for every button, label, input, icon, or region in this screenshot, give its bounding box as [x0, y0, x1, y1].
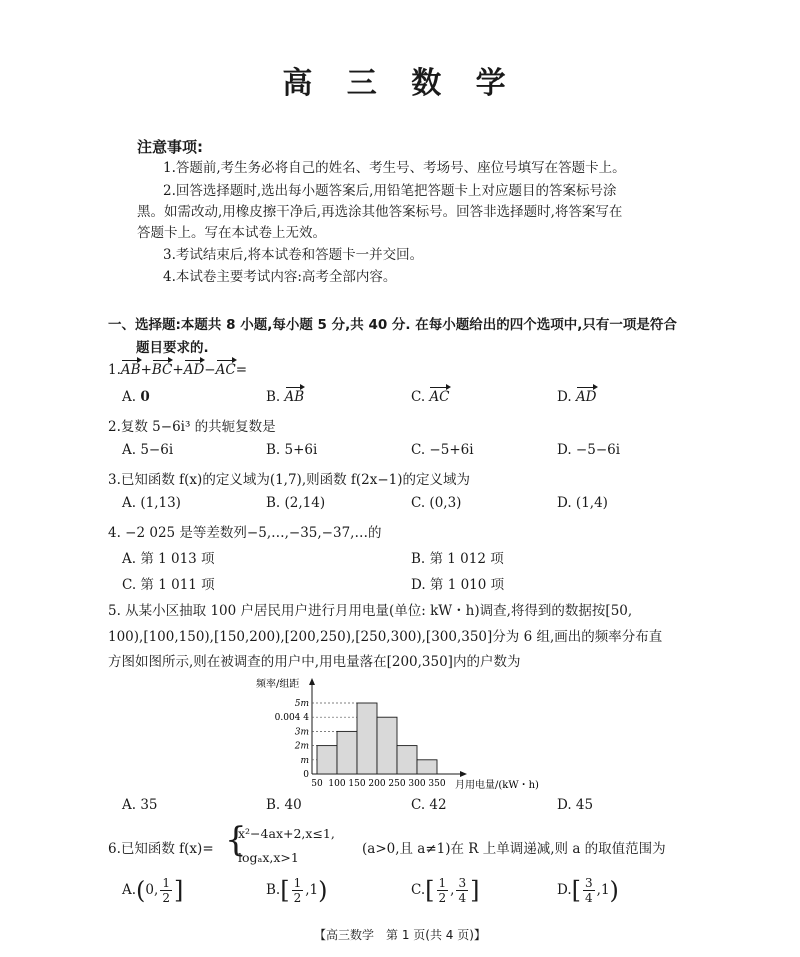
denominator: 2 [438, 891, 447, 905]
histogram-bar [337, 731, 357, 774]
question-2-option-a: A. 5−6i [122, 442, 174, 458]
denominator: 4 [458, 891, 467, 905]
histogram-ylabel: 频率/组距 [256, 679, 300, 690]
histogram-bar [417, 760, 437, 774]
bracket: ) [609, 876, 619, 905]
question-5-option-c: C. 42 [411, 797, 447, 813]
question-3-option-a: A. (1,13) [122, 495, 181, 511]
question-1-option-b [266, 389, 304, 405]
option-label: D. [557, 389, 576, 405]
question-5-line-2: 100),[100,150),[150,200),[200,250),[250,300),[300,350]分为 6 组,画出的频率分布直 [108, 629, 663, 645]
y-axis-arrow-icon [309, 678, 315, 685]
y-tick-label: 2m [294, 741, 309, 752]
question-4-stem: 4. −2 025 是等差数列−5,…,−35,−37,…的 [108, 525, 382, 541]
question-2-option-d: D. −5−6i [557, 442, 621, 458]
question-6-option-b [266, 876, 328, 905]
numerator: 1 [162, 876, 170, 890]
x-tick-label: 250 [388, 779, 406, 789]
question-number: 1. [108, 362, 121, 378]
denominator: 4 [585, 891, 593, 905]
option-value: AC [429, 389, 450, 405]
option-text: , [450, 882, 455, 898]
question-2-option-b: B. 5+6i [266, 442, 318, 458]
histogram-bar [357, 703, 377, 774]
numerator: 3 [585, 876, 593, 890]
piecewise-case-2: logₐx,x>1 [238, 850, 299, 865]
option-value: AD [575, 389, 597, 405]
question-5-option-d: D. 45 [557, 797, 594, 813]
fraction [292, 876, 304, 905]
question-1-stem [108, 362, 247, 378]
y-tick-label: 0 [303, 770, 309, 780]
denominator: 2 [293, 891, 302, 905]
fraction [583, 876, 595, 905]
option-label: B. [266, 389, 285, 405]
x-tick-label: 300 [408, 779, 426, 789]
question-3-option-d: D. (1,4) [557, 495, 608, 511]
question-3-option-b: B. (2,14) [266, 495, 326, 511]
histogram-xlabel: 月用电量/(kW・h) [455, 780, 539, 791]
question-3-stem: 3.已知函数 f(x)的定义域为(1,7),则函数 f(2x−1)的定义域为 [108, 472, 471, 488]
y-tick-label: 3m [294, 727, 309, 738]
x-axis-arrow-icon [460, 771, 467, 777]
notice-heading: 注意事项: [137, 138, 203, 156]
x-tick-label: 350 [428, 779, 446, 789]
x-tick-label: 50 [311, 779, 323, 789]
section-heading-line-1: 一、选择题:本题共 8 小题,每小题 5 分,共 40 分. 在每小题给出的四个选项中,只有一项是符合 [108, 317, 677, 333]
page-title: 高 三 数 学 [282, 66, 518, 101]
bracket: ] [173, 876, 184, 905]
section-heading-line-2: 题目要求的. [136, 340, 209, 356]
question-6-tail: (a>0,且 a≠1)在 R 上单调递减,则 a 的取值范围为 [362, 841, 666, 857]
question-4-option-a: A. 第 1 013 项 [122, 551, 215, 567]
bracket: [ [425, 876, 435, 905]
option-value: AB [284, 389, 305, 405]
question-6-option-a [122, 876, 183, 905]
fraction [437, 876, 449, 905]
y-tick-label: 5m [294, 699, 309, 709]
vector-ad: AD [183, 362, 205, 378]
equals-sign: = [235, 362, 247, 378]
option-label: B. [266, 882, 281, 898]
numerator: 3 [458, 876, 467, 890]
x-tick-label: 200 [368, 779, 386, 789]
fraction [160, 876, 172, 905]
vector-bc: BC [151, 362, 173, 378]
piecewise-case-1: x²−4ax+2,x≤1, [238, 826, 335, 841]
question-6-option-c [411, 876, 479, 905]
question-1-option-d [557, 389, 597, 405]
piecewise-brace: { [225, 820, 247, 860]
operator: − [204, 362, 216, 378]
bracket: ] [470, 876, 480, 905]
numerator: 1 [293, 876, 302, 890]
y-tick-label: 0.004 4 [274, 713, 309, 724]
option-label: A. [122, 389, 141, 405]
y-tick-label: m [300, 755, 309, 766]
question-1-option-a [122, 389, 150, 405]
numerator: 1 [438, 876, 447, 890]
page-footer: 【高三数学 第 1 页(共 4 页)】 [314, 928, 486, 942]
frequency-histogram [240, 675, 560, 793]
x-tick-label: 150 [348, 779, 366, 789]
question-4-option-c: C. 第 1 011 项 [122, 577, 215, 593]
bracket: ) [318, 876, 328, 905]
histogram-bar [317, 746, 337, 774]
question-5-option-b: B. 40 [266, 797, 302, 813]
question-5-line-3: 方图如图所示,则在被调查的用户中,用电量落在[200,350]内的户数为 [108, 654, 521, 670]
question-1-option-c [411, 389, 450, 405]
operator: + [140, 362, 152, 378]
question-4-option-b: B. 第 1 012 项 [411, 551, 504, 567]
bracket: ( [136, 876, 146, 905]
question-5-option-a: A. 35 [122, 797, 158, 813]
question-2-option-c: C. −5+6i [411, 442, 474, 458]
option-text: ,1 [596, 882, 610, 898]
notice-line-3: 黑。如需改动,用橡皮擦干净后,再选涂其他答案标号。回答非选择题时,将答案写在 [137, 204, 623, 220]
vector-ab: AB [120, 362, 141, 378]
notice-line-2: 2.回答选择题时,选出每小题答案后,用铅笔把答题卡上对应题目的答案标号涂 [163, 183, 617, 199]
option-text: 0, [145, 882, 159, 898]
option-value: 0 [140, 389, 150, 405]
option-label: A. [122, 882, 137, 898]
notice-line-6: 4.本试卷主要考试内容:高考全部内容。 [163, 269, 397, 285]
option-label: C. [411, 389, 430, 405]
denominator: 2 [162, 891, 170, 905]
x-tick-label: 100 [328, 779, 346, 789]
question-6-option-d [557, 876, 619, 905]
question-5-line-1: 5. 从某小区抽取 100 户居民用户进行月用电量(单位: kW・h)调查,将得到的数据按[50, [108, 603, 633, 619]
notice-line-5: 3.考试结束后,将本试卷和答题卡一并交回。 [163, 247, 424, 263]
bracket: [ [571, 876, 582, 905]
question-6-prefix: 6.已知函数 f(x)= [108, 841, 214, 857]
option-label: C. [411, 882, 426, 898]
notice-line-1: 1.答题前,考生务必将自己的姓名、考生号、考场号、座位号填写在答题卡上。 [163, 160, 626, 176]
histogram-bar [397, 746, 417, 774]
notice-line-4: 答题卡上。写在本试卷上无效。 [137, 225, 326, 241]
option-label: D. [557, 882, 572, 898]
question-3-option-c: C. (0,3) [411, 495, 462, 511]
fraction [456, 876, 468, 905]
bracket: [ [280, 876, 290, 905]
option-text: ,1 [305, 882, 319, 898]
question-4-option-d: D. 第 1 010 项 [411, 577, 505, 593]
question-2-stem: 2.复数 5−6i³ 的共轭复数是 [108, 419, 276, 435]
vector-ac: AC [215, 362, 236, 378]
histogram-bar [377, 717, 397, 774]
operator: + [172, 362, 184, 378]
